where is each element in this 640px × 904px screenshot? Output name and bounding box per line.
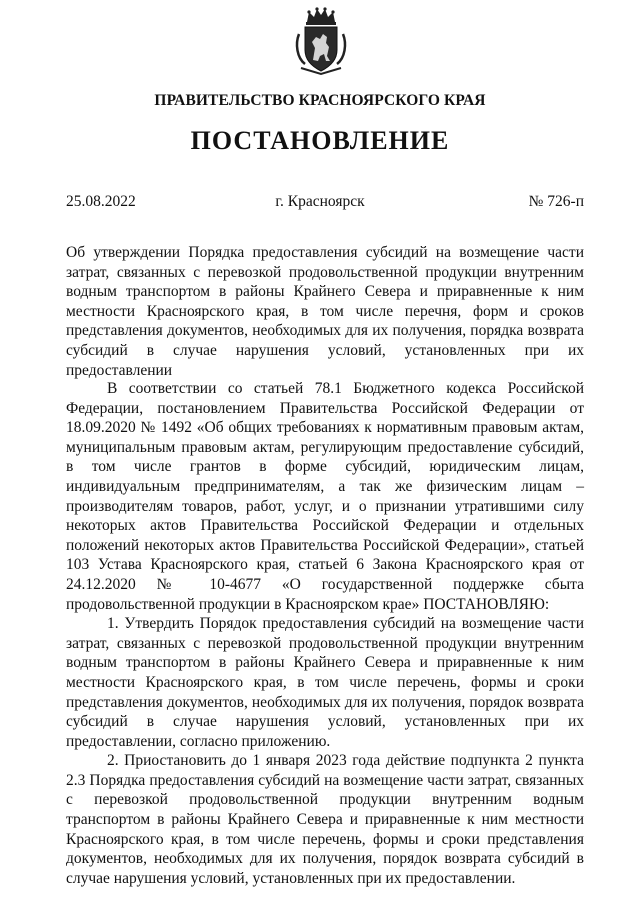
clause-1-paragraph: 1. Утвердить Порядок предоставления субсидий на возмещение части затрат, связанных с перевозкой продовольственной продукции внутренним водным транспортом в районы Крайнего Севера и приравненные к ним местности Красноярского края, в том числе перечень, формы и сроки представления документов, необходимых для их получения, порядок возврата субсидий в случае нарушения условий, установленных при их предоставлении, согласно приложению.: [66, 615, 584, 750]
document-subject: Об утверждении Порядка предоставления субсидий на возмещение части затрат, связанных с перевозкой продовольственной продукции внутренним водным транспортом в районы Крайнего Севера и приравненные к ним местности Красноярского края, в том числе перечня, форм и сроков представления документов, необходимых для их получения, порядка возврата субсидий в случае нарушения условий, установленных при их предоставлении: [66, 244, 584, 379]
clause-2-paragraph: 2. Приостановить до 1 января 2023 года действие подпункта 2 пункта 2.3 Порядка предоставления субсидий на возмещение части затрат, связанных с перевозкой продовольственной продукции внутренним водным транспортом в районы Крайнего Севера и приравненные к ним местности Красноярского края, в том числе перечень, формы и сроки представления документов, необходимых для их получения, порядок возврата субсидий в случае нарушения условий, установленных при их предоставлении.: [66, 752, 584, 887]
document-city: г. Красноярск: [275, 193, 365, 210]
coat-of-arms-icon: [293, 6, 349, 76]
document-body: [66, 379, 584, 888]
document-type-heading: ПОСТАНОВЛЕНИЕ: [190, 126, 450, 155]
document-number: № 726-п: [528, 193, 584, 210]
preamble-paragraph: В соответствии со статьей 78.1 Бюджетного кодекса Российской Федерации, постановлением Правительства Российской Федерации от 18.09.2020 № 1492 «Об общих требованиях к нормативным правовым актам, муниципальным правовым актам, регулирующим предоставление субсидий, в том числе грантов в форме субсидий, юридическим лицам, индивидуальным предпринимателям, а так же физическим лицам – производителям товаров, работ, услуг, и о признании утратившими силу некоторых актов Правительства Российской Федерации и отдельных положений некоторых актов Правительства Российской Федерации», статьей 103 Устава Красноярского края, статьей 6 Закона Красноярского края от 24.12.2020 № 10-4677 «О государственной поддержке сбыта продовольственной продукции в Красноярском крае» ПОСТАНОВЛЯЮ:: [66, 380, 584, 613]
document-date: 25.08.2022: [66, 193, 136, 210]
organization-title: ПРАВИТЕЛЬСТВО КРАСНОЯРСКОГО КРАЯ: [154, 92, 486, 109]
